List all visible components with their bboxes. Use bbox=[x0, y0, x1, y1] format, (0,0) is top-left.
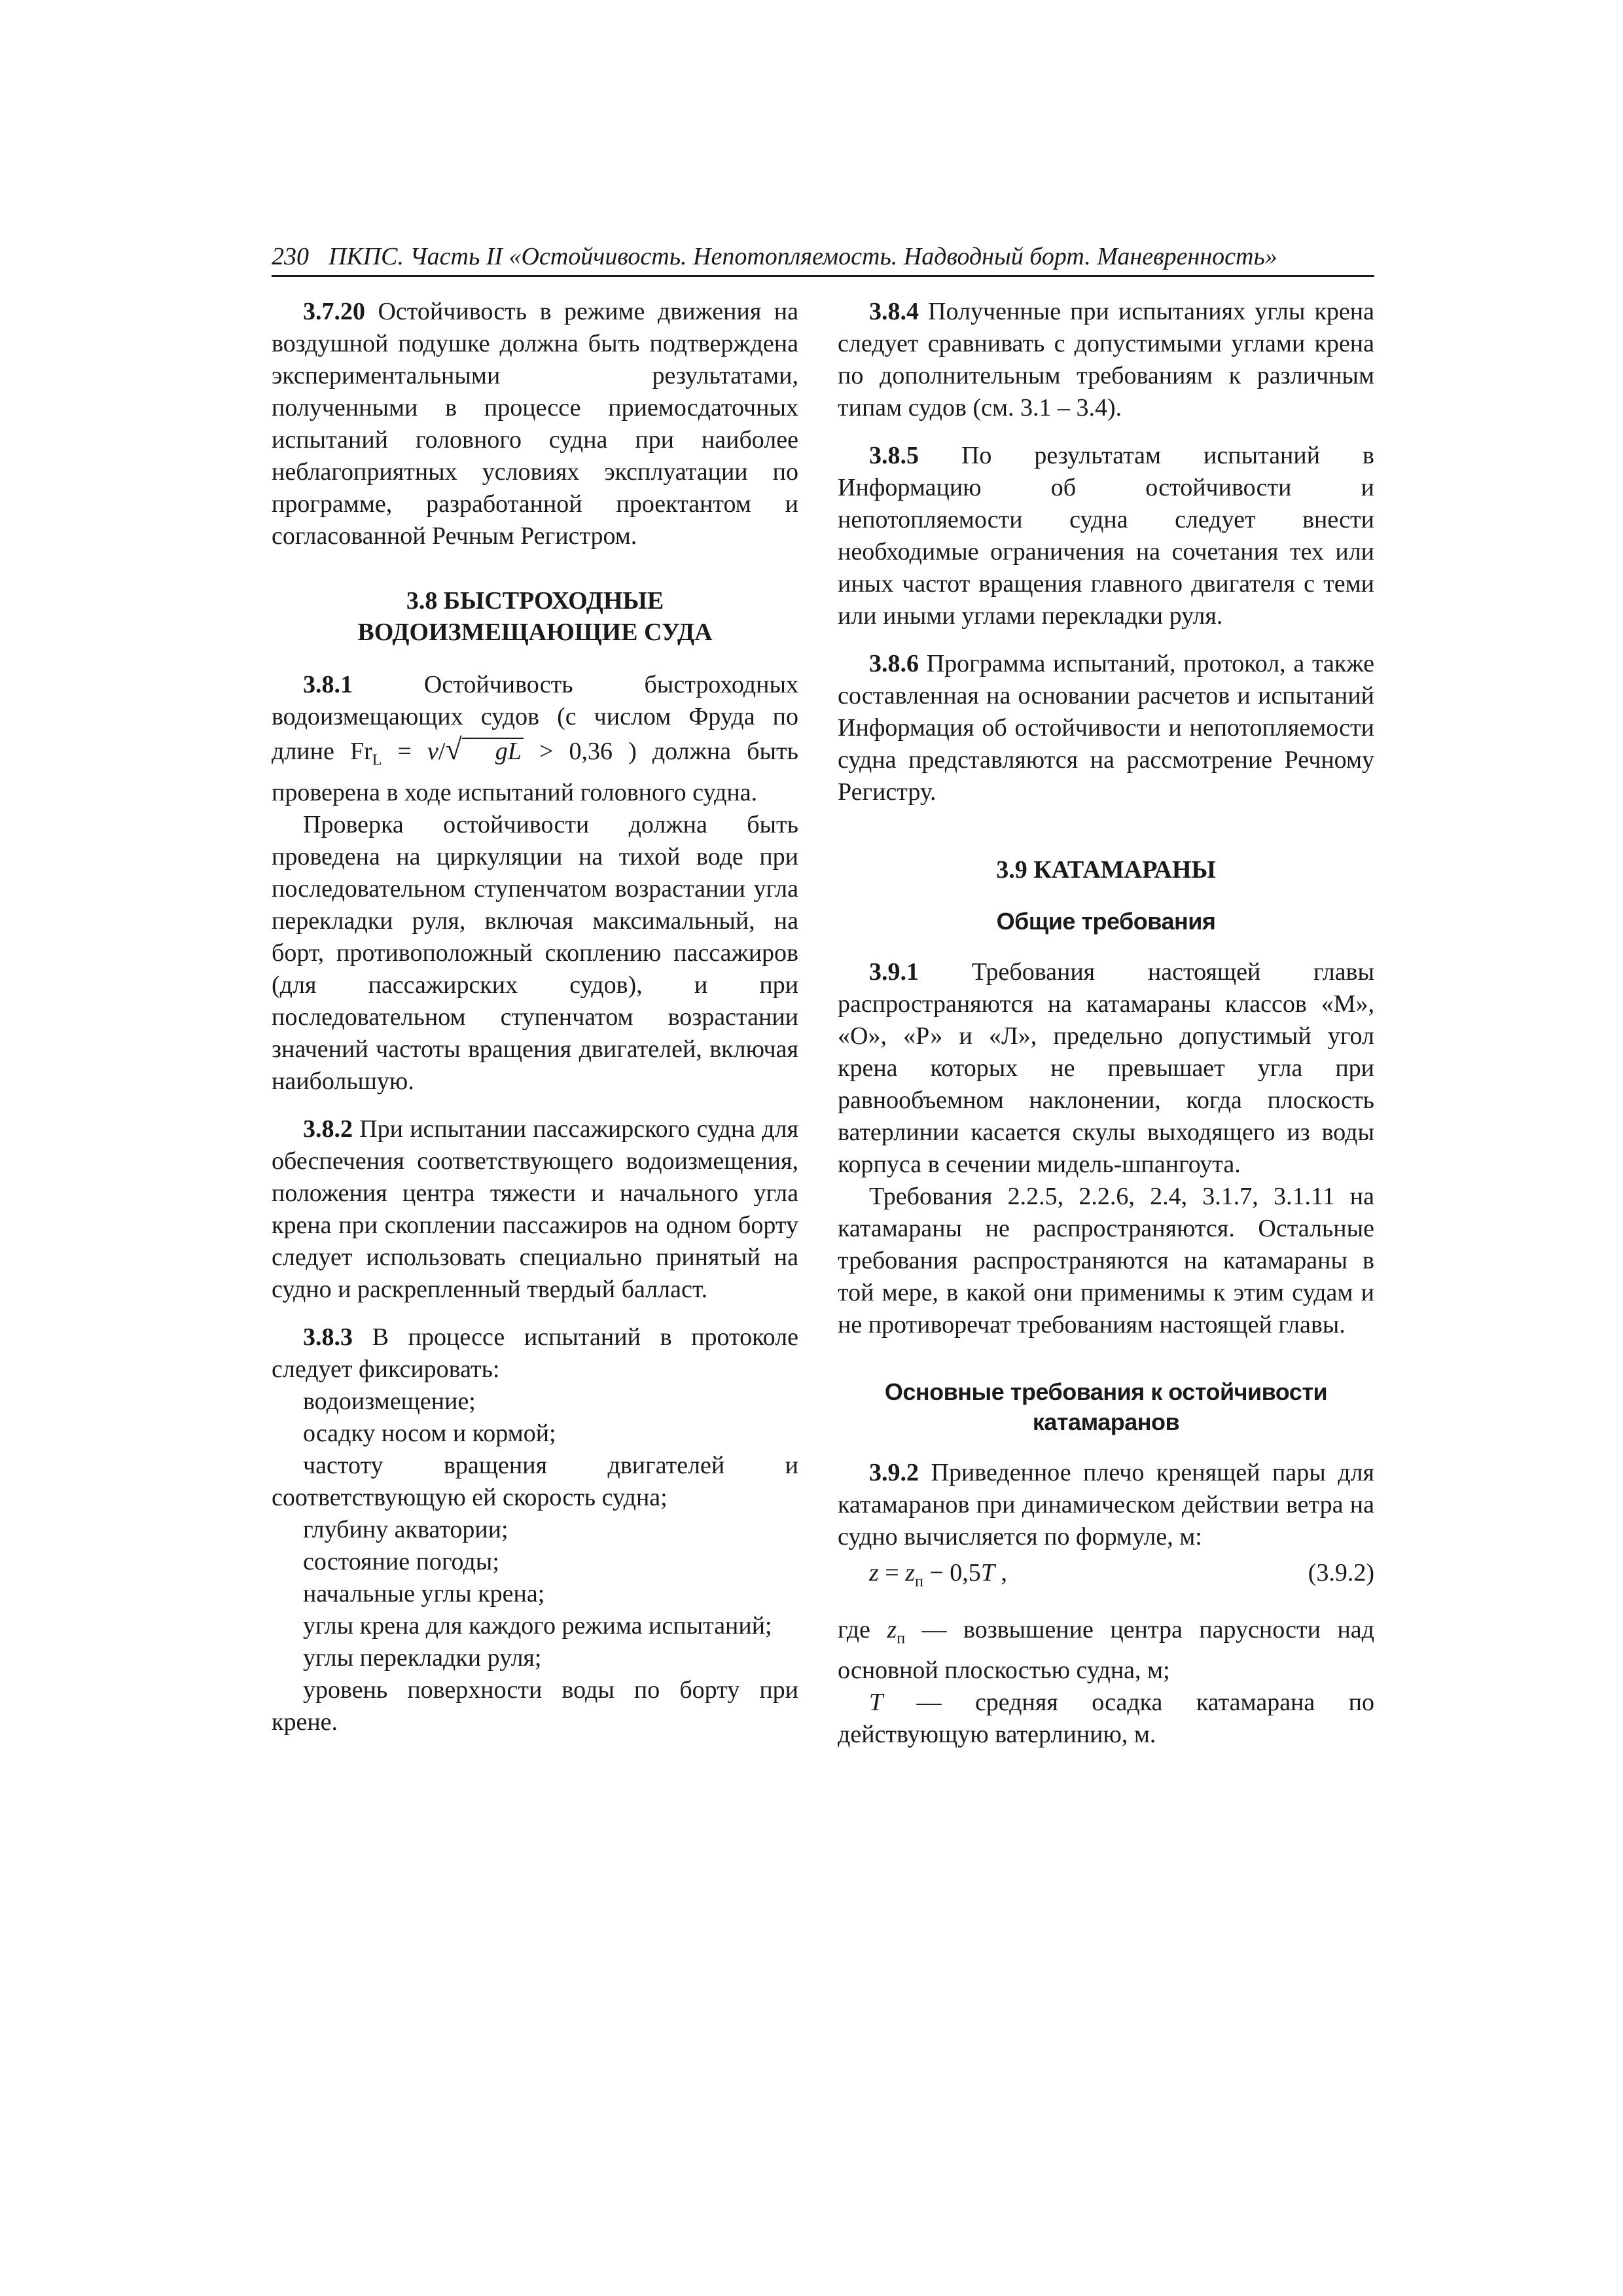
formula-part: T bbox=[869, 1689, 883, 1717]
list-item: глубину акватории; bbox=[303, 1515, 508, 1543]
list-item: начальные углы крена; bbox=[303, 1579, 545, 1607]
clause-number: 3.8.1 bbox=[303, 671, 353, 698]
list-item: углы крена для каждого режима испытаний; bbox=[303, 1611, 772, 1640]
formula-part: = bbox=[382, 738, 428, 765]
clause-number: 3.8.5 bbox=[869, 442, 919, 469]
clause-number: 3.9.2 bbox=[869, 1459, 919, 1486]
definition-text: — возвышение центра парусности над основной плоскостью судна, м; bbox=[838, 1615, 1374, 1685]
list-item: водоизмещение; bbox=[303, 1387, 476, 1415]
running-title: ПКПС. Часть II «Остойчивость. Непотопляемость. Надводный борт. Маневренность» bbox=[329, 243, 1277, 270]
paragraph-3-8-1 bbox=[272, 669, 798, 809]
subheading-general: Общие требования bbox=[996, 908, 1216, 935]
where-t bbox=[838, 1687, 1374, 1751]
froude-formula bbox=[349, 732, 613, 769]
formula-part: v bbox=[427, 738, 438, 765]
clause-text: ) должна быть проверена в ходе испытаний головного судна. bbox=[272, 738, 798, 806]
where-word: где bbox=[838, 1615, 887, 1643]
clause-number: 3.9.1 bbox=[869, 958, 919, 986]
paragraph-3-9-1-cont: Требования 2.2.5, 2.2.6, 2.4, 3.1.7, 3.1.11 на катамараны не распространяются. Остальные требования распространяются на катамараны в той мере, в какой они применимы к этим судам и не противоречат требованиям настоящей главы. bbox=[838, 1183, 1374, 1338]
clause-text: При испытании пассажирского судна для обеспечения соответствующего водоизмещения, положения центра тяжести и начального угла крена при скоплении пассажиров на одном борту следует использовать специально принятый на судно и раскрепленный твердый балласт. bbox=[272, 1115, 798, 1303]
definition-text: — средняя осадка катамарана по действующую ватерлинию, м. bbox=[838, 1689, 1374, 1749]
heading-line: 3.8 БЫСТРОХОДНЫЕ bbox=[406, 587, 664, 615]
list-item: углы перекладки руля; bbox=[303, 1643, 542, 1672]
list-item: частоту вращения двигателей и соответствующую ей скорость судна; bbox=[272, 1451, 798, 1511]
formula-part: z bbox=[905, 1559, 916, 1587]
clause-text: Остойчивость быстроходных водоизмещающих судов (с числом Фруда по длине bbox=[272, 671, 798, 765]
formula-radicand: gL bbox=[462, 738, 524, 764]
paragraph-3-8-5 bbox=[838, 440, 1374, 632]
paragraph-3-8-2 bbox=[272, 1113, 798, 1306]
clause-text: Требования настоящей главы распространяются на катамараны классов «М», «О», «Р» и «Л», предельно допустимый угол крена которых не превышает угла при равнообъемном наклонении, когда плоскость ватерлинии касается скулы выходящего из воды корпуса в сечении мидель-шпангоута. bbox=[838, 958, 1374, 1178]
paragraph-3-9-2 bbox=[838, 1457, 1374, 1553]
page-number: 230 bbox=[272, 243, 309, 270]
list-item: уровень поверхности воды по борту при крене. bbox=[272, 1676, 798, 1736]
clause-number: 3.8.6 bbox=[869, 650, 919, 677]
list-item: осадку носом и кормой; bbox=[303, 1419, 556, 1447]
clause-text: Приведенное плечо кренящей пары для катамаранов при динамическом действии ветра на судно вычисляется по формуле, м: bbox=[838, 1459, 1374, 1551]
heading-line: ВОДОИЗМЕЩАЮЩИЕ СУДА bbox=[357, 619, 713, 646]
heading-line: катамаранов bbox=[1032, 1408, 1180, 1435]
right-column bbox=[838, 296, 1374, 1767]
section-heading-3-9: 3.9 КАТАМАРАНЫ bbox=[996, 856, 1216, 884]
sqrt-icon: √ bbox=[445, 732, 462, 766]
subheading-stability bbox=[838, 1377, 1374, 1437]
formula-subscript: L bbox=[372, 751, 382, 769]
formula-part: − 0,5 bbox=[923, 1559, 981, 1587]
left-column bbox=[272, 296, 798, 1738]
clause-text: По результатам испытаний в Информацию об остойчивости и непотопляемости судна следует внести необходимые ограничения на сочетания тех или иных частот вращения главного двигателя с теми или иными углами перекладки руля. bbox=[838, 442, 1374, 630]
formula-3-9-2 bbox=[869, 1557, 1374, 1598]
clause-number: 3.7.20 bbox=[303, 298, 365, 325]
clause-number: 3.8.4 bbox=[869, 298, 919, 325]
clause-text: Полученные при испытаниях углы крена следует сравнивать с допустимыми углами крена по дополнительным требованиям к различным типам судов (см. 3.1 – 3.4). bbox=[838, 298, 1374, 422]
paragraph-3-7-20 bbox=[272, 296, 798, 552]
clause-text: Остойчивость в режиме движения на воздушной подушке должна быть подтверждена экспериментальными результатами, полученными в процессе приемосдаточных испытаний головного судна при наиболее неблагоприятных условиях эксплуатации по программе, разработанной проектантом и согласованной Речным Регистром. bbox=[272, 298, 798, 550]
running-head bbox=[272, 241, 1374, 277]
paragraph-3-8-1-cont: Проверка остойчивости должна быть проведена на циркуляции на тихой воде при последовательном ступенчатом возрастании угла перекладки руля, включая максимальный, на борт, противоположный скоплению пассажиров (для пассажирских судов), и при последовательном ступенчатом возрастании значений частоты вращения двигателей, включая наибольшую. bbox=[272, 810, 798, 1095]
formula-subscript: п bbox=[915, 1573, 923, 1590]
paragraph-3-8-6 bbox=[838, 648, 1374, 808]
paragraph-3-9-1 bbox=[838, 956, 1374, 1181]
clause-text: Программа испытаний, протокол, а также составленная на основании расчетов и испытаний Информация об остойчивости и непотопляемости судна представляются на рассмотрение Речному Регистру. bbox=[838, 650, 1374, 806]
formula-part: z bbox=[887, 1615, 897, 1643]
formula bbox=[869, 1557, 1007, 1598]
formula-subscript: п bbox=[897, 1630, 906, 1647]
formula-part: / bbox=[438, 738, 446, 765]
formula-part: T bbox=[980, 1559, 995, 1587]
formula-part: , bbox=[994, 1559, 1007, 1587]
section-heading-3-8 bbox=[272, 585, 798, 648]
formula-part: z bbox=[869, 1559, 879, 1587]
formula-part: > 0,36 bbox=[523, 738, 613, 765]
clause-number: 3.8.3 bbox=[303, 1323, 353, 1351]
formula-part: Fr bbox=[349, 738, 372, 765]
clause-number: 3.8.2 bbox=[303, 1115, 353, 1143]
paragraph-3-8-4 bbox=[838, 296, 1374, 424]
equation-number: (3.9.2) bbox=[1308, 1559, 1374, 1587]
paragraph-3-8-3 bbox=[272, 1321, 798, 1386]
list-item: состояние погоды; bbox=[303, 1547, 499, 1575]
heading-line: Основные требования к остойчивости bbox=[884, 1378, 1328, 1405]
where-z bbox=[838, 1614, 1374, 1687]
clause-text: В процессе испытаний в протоколе следует фиксировать: bbox=[272, 1323, 798, 1383]
formula-part: = bbox=[878, 1559, 906, 1587]
